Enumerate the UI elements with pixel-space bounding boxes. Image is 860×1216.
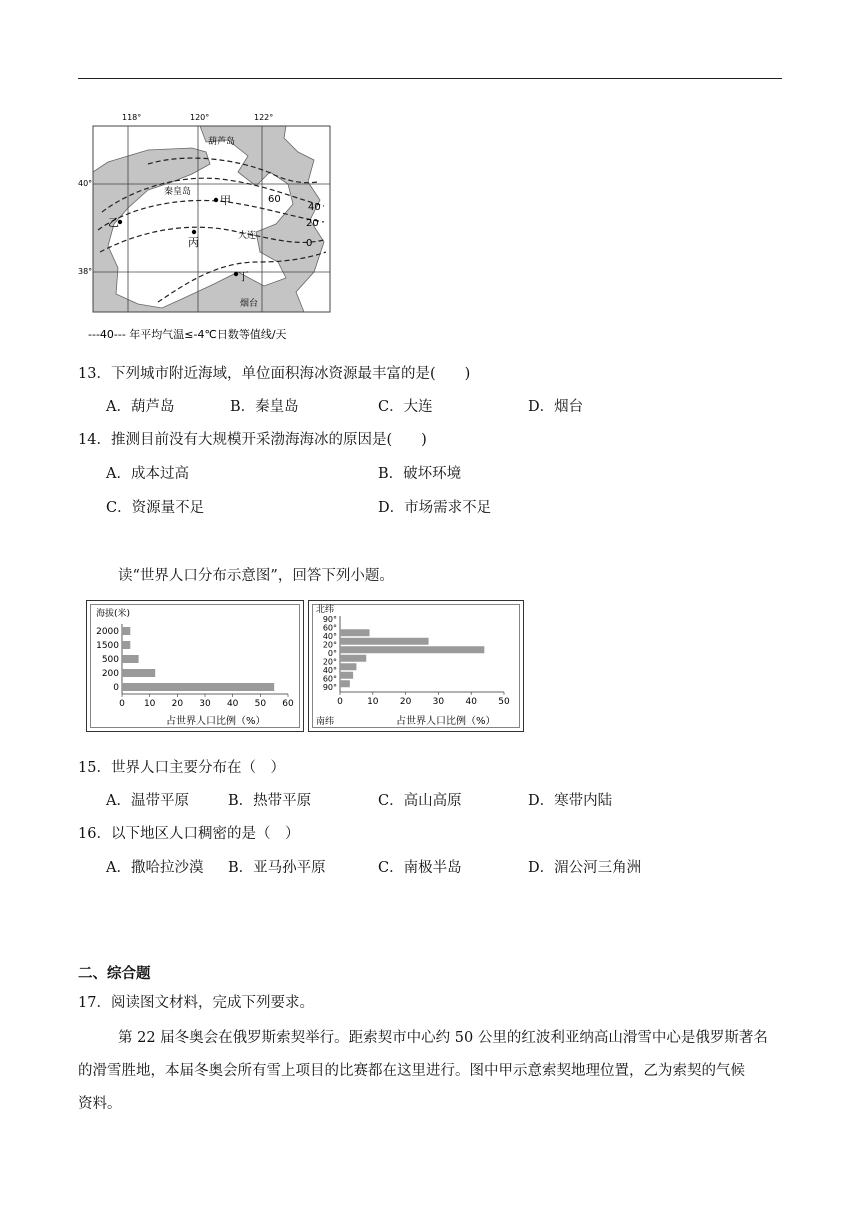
chart1-category-label: 2000 <box>96 627 119 637</box>
chart2-bar <box>340 629 370 636</box>
option-14-d[interactable]: D．市场需求不足 <box>378 500 492 516</box>
point-label: 丙 <box>188 236 199 249</box>
section-heading: 二、综合题 <box>78 966 151 982</box>
chart1-bar <box>122 641 130 649</box>
map-legend: ---40--- 年平均气温≤-4℃日数等值线/天 <box>88 328 287 341</box>
option-16-a[interactable]: A．撒哈拉沙漠 <box>106 860 204 876</box>
chart2-bar <box>340 638 429 645</box>
chart2-bar <box>340 663 356 670</box>
chart2-lat-label: 60° <box>322 674 337 684</box>
chart2-xlabel: 占世界人口比例（%） <box>396 716 496 727</box>
place-label: 秦皇岛 <box>164 187 192 197</box>
isoline-value: 40 <box>308 202 321 213</box>
question-13: 13．下列城市附近海域，单位面积海冰资源最丰富的是( ) <box>78 366 471 382</box>
question-16: 16．以下地区人口稠密的是（ ） <box>78 826 300 842</box>
chart1-category-label: 0 <box>113 683 119 693</box>
option-14-c[interactable]: C．资源量不足 <box>106 500 205 516</box>
option-16-b[interactable]: B．亚马孙平原 <box>228 860 326 876</box>
option-13-d[interactable]: D．烟台 <box>528 399 584 415</box>
material-line-3: 资料。 <box>78 1096 122 1112</box>
option-13-a[interactable]: A．葫芦岛 <box>106 399 175 415</box>
option-16-d[interactable]: D．湄公河三角洲 <box>528 860 642 876</box>
material-line-2: 的滑雪胜地，本届冬奥会所有雪上项目的比赛都在这里进行。图中甲示意索契地理位置，乙为索契的气候 <box>78 1063 745 1079</box>
option-15-c[interactable]: C．高山高原 <box>378 793 462 809</box>
chart1-x-tick-label: 20 <box>171 699 184 709</box>
chart2-lat-label: 40° <box>322 666 337 675</box>
chart1-xlabel: 占世界人口比例（%） <box>166 716 266 727</box>
chart1-bar <box>122 655 139 663</box>
option-16-c[interactable]: C．南极半岛 <box>378 860 462 876</box>
chart2-bar <box>340 646 484 653</box>
point-label: 丁 <box>238 270 249 283</box>
chart2-bar <box>340 680 350 687</box>
chart2-bar <box>340 655 366 662</box>
chart2-ylabel-bottom: 南纬 <box>316 717 335 727</box>
lat-label: 38° <box>78 267 93 276</box>
lon-label: 120° <box>190 113 210 122</box>
chart2-x-tick-label: 10 <box>367 697 379 707</box>
chart2-lat-label: 90° <box>322 683 337 692</box>
question-15: 15．世界人口主要分布在（ ） <box>78 760 285 776</box>
chart2-x-tick-label: 30 <box>432 697 445 707</box>
chart1-x-tick-label: 40 <box>226 699 239 709</box>
chart2-lat-label: 20° <box>322 640 337 650</box>
point-label: 乙 <box>108 216 119 229</box>
isoline-value: 60 <box>268 194 281 205</box>
question-14: 14．推测目前没有大规模开采渤海海冰的原因是( ) <box>78 432 427 448</box>
intro-text: 读“世界人口分布示意图”，回答下列小题。 <box>118 568 394 584</box>
point-label: 甲 <box>220 194 231 207</box>
option-15-d[interactable]: D．寒带内陆 <box>528 793 613 809</box>
option-14-a[interactable]: A．成本过高 <box>106 466 189 482</box>
chart1-x-tick-label: 0 <box>119 699 125 709</box>
place-label: 大连 <box>238 231 257 241</box>
chart1-bar <box>122 669 155 677</box>
chart1-bar <box>122 627 130 635</box>
lat-label: 40° <box>78 179 93 188</box>
chart1-ylabel: 海拔(米) <box>96 609 131 619</box>
chart2-lat-label: 20° <box>322 657 337 667</box>
altitude-population-chart <box>86 600 304 732</box>
chart2-x-tick-label: 20 <box>399 697 412 707</box>
chart2-bar <box>340 672 353 679</box>
chart1-x-tick-label: 50 <box>254 699 267 709</box>
chart2-lat-label: 0° <box>327 649 337 658</box>
lon-label: 118° <box>122 113 142 122</box>
chart2-ylabel-top: 北纬 <box>316 605 335 615</box>
place-label: 烟台 <box>240 299 259 309</box>
chart2-x-tick-label: 50 <box>498 697 510 707</box>
header-rule <box>78 78 782 79</box>
chart1-x-tick-label: 10 <box>143 699 156 709</box>
chart1-category-label: 1500 <box>96 641 119 651</box>
isoline-value: 0 <box>306 238 313 249</box>
chart1-bar <box>122 683 274 691</box>
option-14-b[interactable]: B．破坏环境 <box>378 466 462 482</box>
question-17: 17．阅读图文材料，完成下列要求。 <box>78 995 314 1011</box>
chart1-x-tick-label: 60 <box>282 699 294 709</box>
chart2-lat-label: 90° <box>322 615 337 624</box>
chart1-x-tick-label: 30 <box>199 699 211 709</box>
latitude-population-chart <box>308 600 524 732</box>
chart1-category-label: 200 <box>101 669 119 679</box>
bohai-sea-ice-map <box>78 112 338 344</box>
chart2-x-tick-label: 40 <box>465 697 477 707</box>
chart2-lat-label: 40° <box>322 632 337 641</box>
option-13-c[interactable]: C．大连 <box>378 399 433 415</box>
place-label: 葫芦岛 <box>208 137 236 147</box>
chart1-category-label: 500 <box>101 655 119 665</box>
isoline-value: 20 <box>306 218 319 229</box>
option-13-b[interactable]: B．秦皇岛 <box>230 399 299 415</box>
chart2-x-tick-label: 0 <box>337 697 343 707</box>
lon-label: 122° <box>254 113 274 122</box>
chart2-lat-label: 60° <box>322 623 337 633</box>
material-line-1: 第 22 届冬奥会在俄罗斯索契举行。距索契市中心约 50 公里的红波利亚纳高山滑雪中心是俄罗斯著名 <box>118 1030 768 1046</box>
option-15-b[interactable]: B．热带平原 <box>228 793 312 809</box>
option-15-a[interactable]: A．温带平原 <box>106 793 189 809</box>
